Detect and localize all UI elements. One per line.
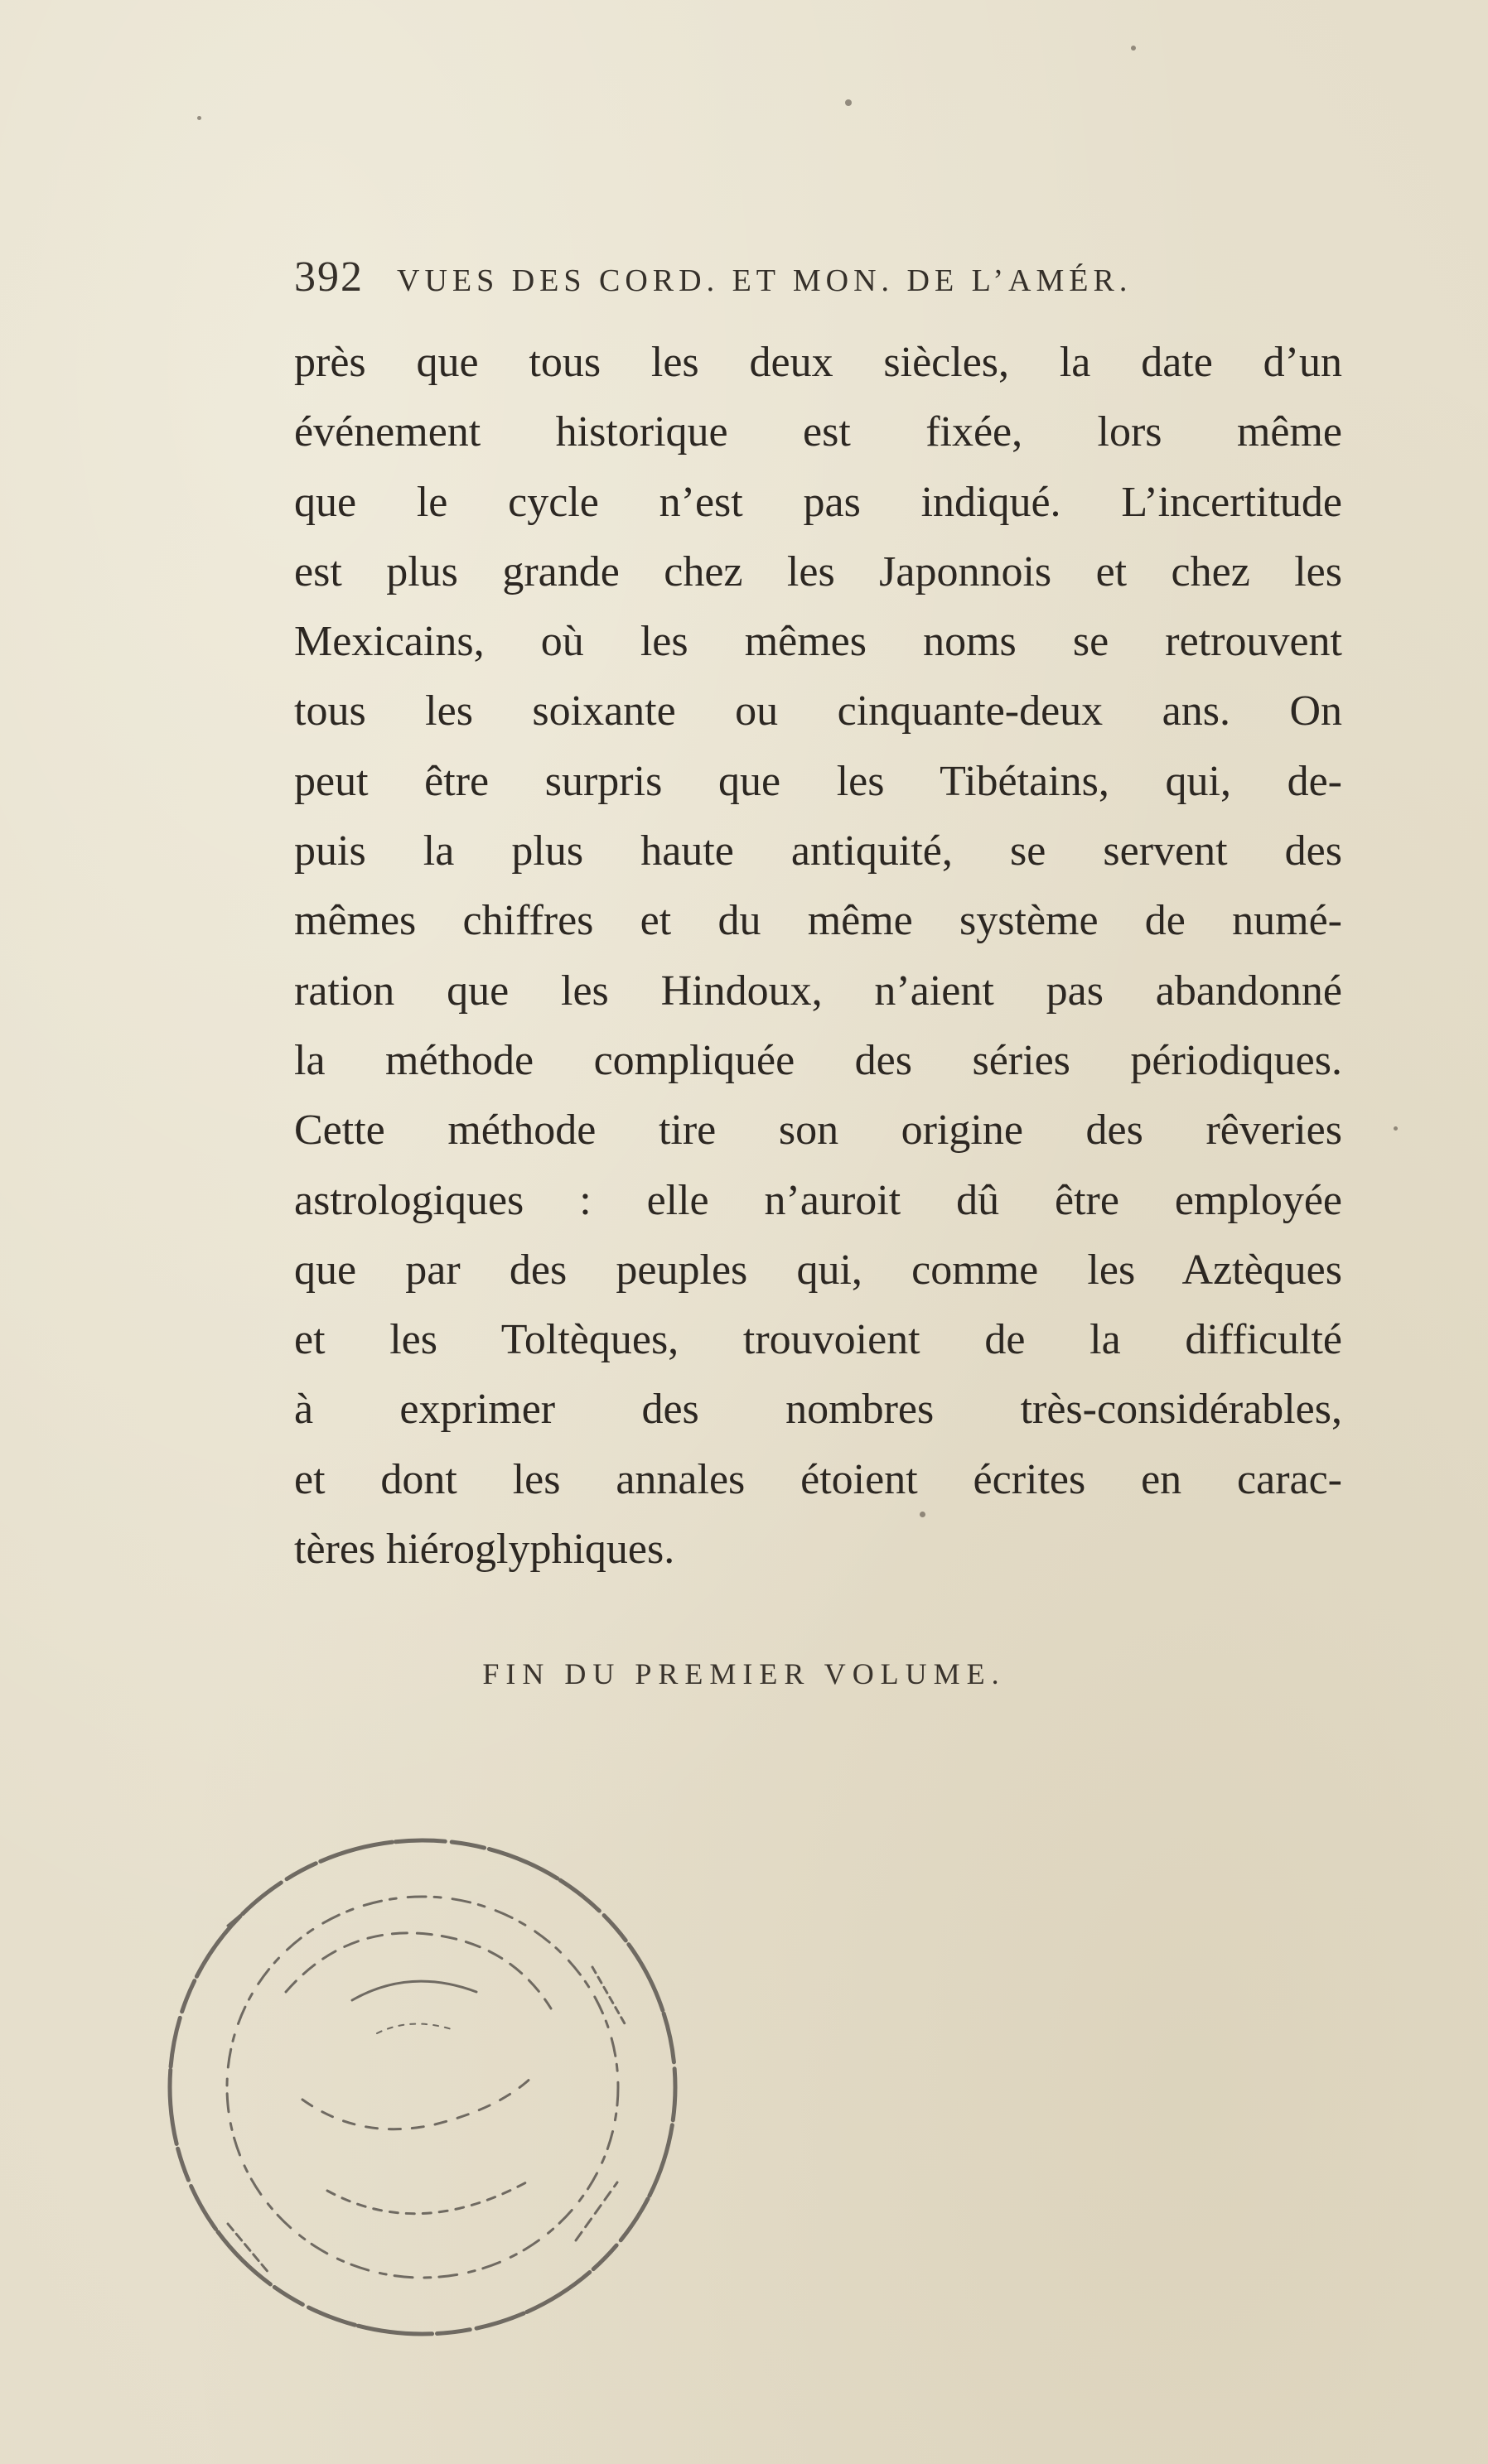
- library-stamp-icon: [162, 1826, 684, 2340]
- paper-speck: [1394, 1126, 1398, 1131]
- text-line: événement historique est fixée, lors même: [294, 408, 1342, 456]
- paper-speck: [197, 116, 201, 120]
- text-line: que par des peuples qui, comme les Aztèques: [294, 1246, 1342, 1294]
- colophon: FIN DU PREMIER VOLUME.: [482, 1657, 1006, 1690]
- page-number: 392: [294, 253, 364, 301]
- text-line: et les Toltèques, trouvoient de la difficulté: [294, 1316, 1342, 1364]
- body-text: [294, 328, 1342, 1584]
- text-line-last: tères hiéroglyphiques.: [294, 1526, 675, 1574]
- paper-speck: [920, 1512, 925, 1517]
- text-line: est plus grande chez les Japonnois et chez les: [294, 547, 1342, 596]
- text-line: peut être surpris que les Tibétains, qui, de-: [294, 757, 1342, 805]
- running-head: VUES DES CORD. ET MON. DE L’AMÉR.: [397, 263, 1133, 298]
- text-line: Mexicains, où les mêmes noms se retrouvent: [294, 618, 1342, 666]
- text-line: à exprimer des nombres très-considérables,: [294, 1386, 1342, 1434]
- page-header: [294, 253, 1355, 319]
- text-line: puis la plus haute antiquité, se servent des: [294, 827, 1342, 875]
- paper-speck: [845, 99, 852, 106]
- text-line: tous les soixante ou cinquante-deux ans. On: [294, 687, 1342, 735]
- paper-speck: [1131, 46, 1136, 51]
- text-line: mêmes chiffres et du même système de numé-: [294, 897, 1342, 945]
- text-line: que le cycle n’est pas indiqué. L’incertitude: [294, 478, 1342, 526]
- text-line: la méthode compliquée des séries périodiques.: [294, 1036, 1342, 1084]
- text-line: Cette méthode tire son origine des rêveries: [294, 1107, 1342, 1155]
- text-line: près que tous les deux siècles, la date d’un: [294, 339, 1342, 386]
- text-line: ration que les Hindoux, n’aient pas abandonné: [294, 967, 1342, 1015]
- text-line: astrologiques : elle n’auroit dû être employée: [294, 1176, 1342, 1224]
- text-line: et dont les annales étoient écrites en carac-: [294, 1455, 1342, 1503]
